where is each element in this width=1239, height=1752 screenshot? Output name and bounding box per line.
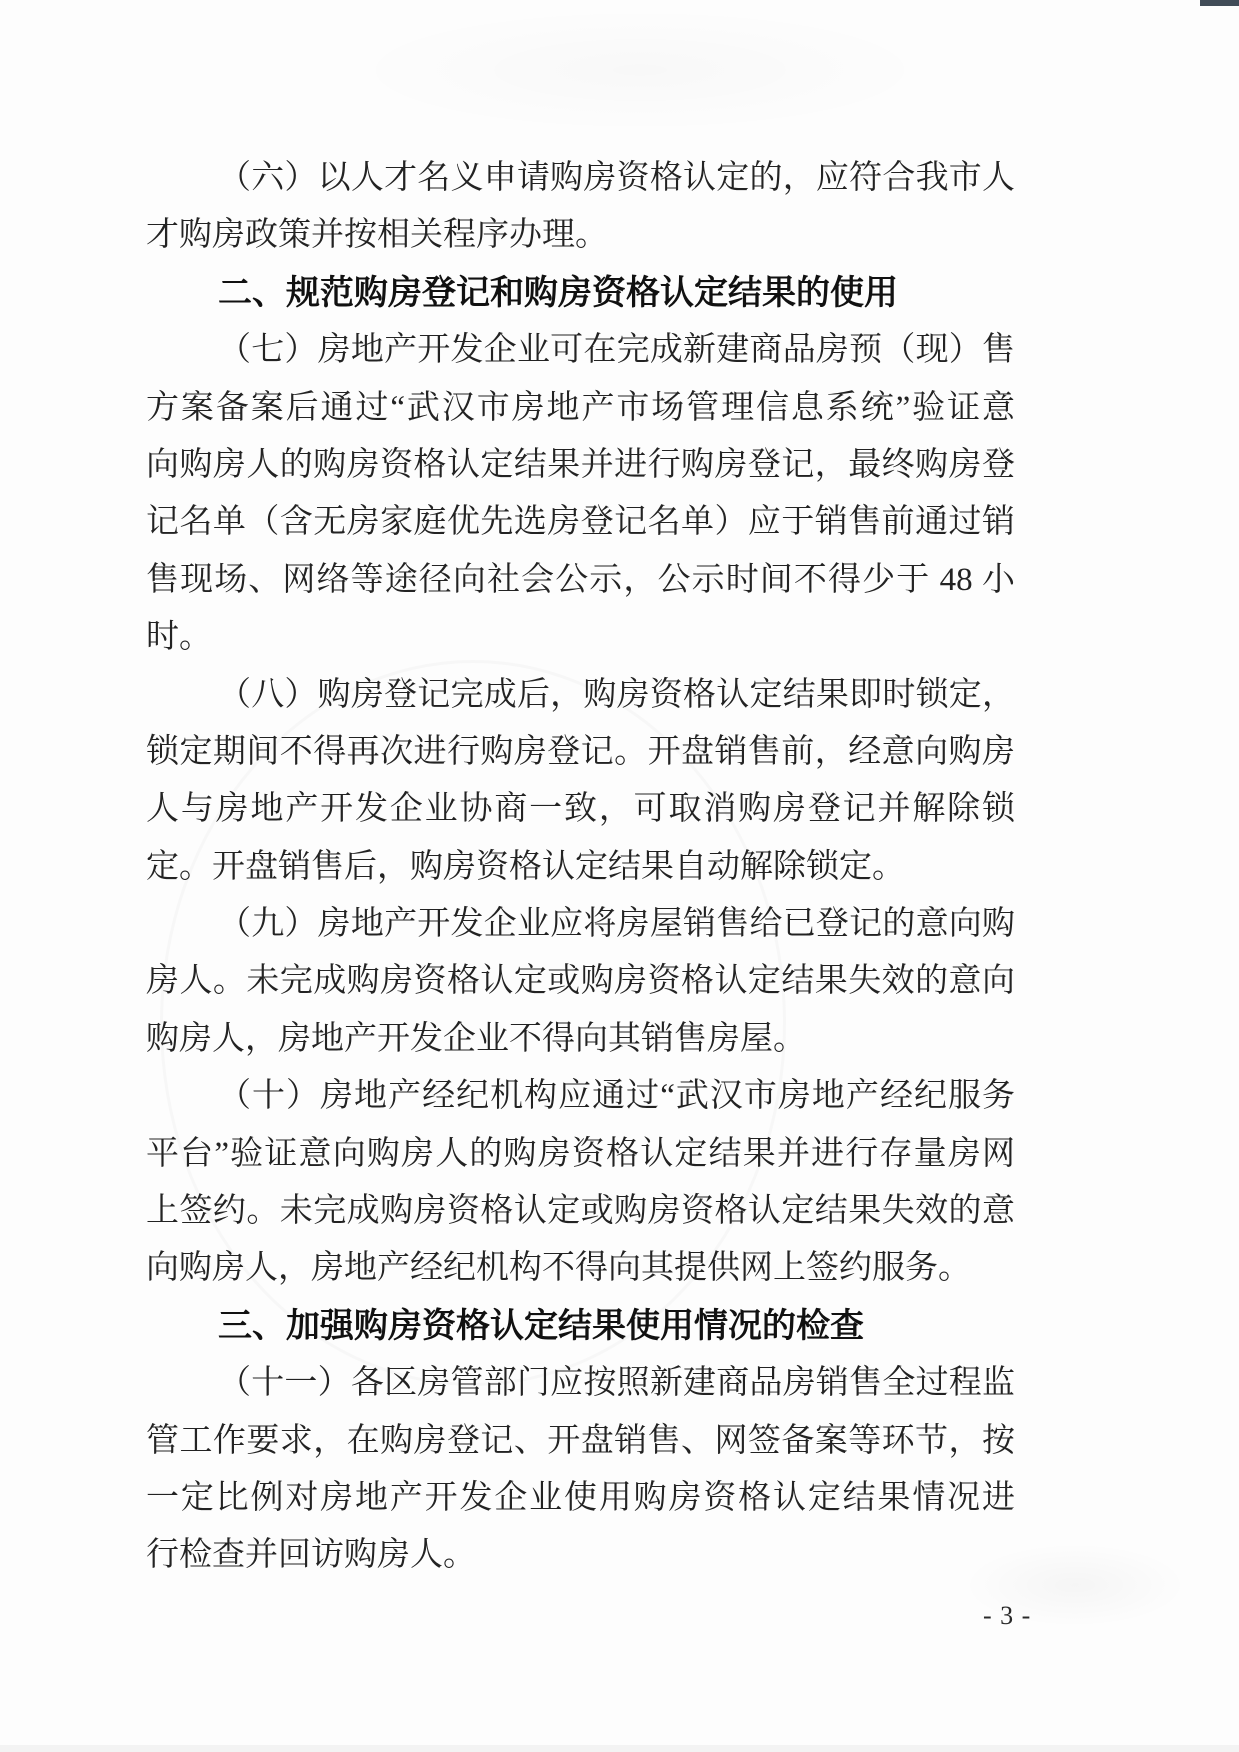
text-line: 人与房地产开发企业协商一致，可取消购房登记并解除锁 (146, 791, 1015, 828)
text-line: 一定比例对房地产开发企业使用购房资格认定结果情况进 (146, 1479, 1015, 1516)
text-line: 平台”验证意向购房人的购房资格认定结果并进行存量房网 (146, 1135, 1015, 1172)
text-line: （十）房地产经纪机构应通过“武汉市房地产经纪服务 (218, 1078, 1015, 1115)
text-line: 向购房人的购房资格认定结果并进行购房登记，最终购房登 (146, 446, 1015, 483)
text-line: 向购房人，房地产经纪机构不得向其提供网上签约服务。 (146, 1250, 971, 1287)
text-line: 才购房政策并按相关程序办理。 (146, 217, 608, 254)
text-line: 定。开盘销售后，购房资格认定结果自动解除锁定。 (146, 848, 905, 885)
text-line: （十一）各区房管部门应按照新建商品房销售全过程监 (218, 1365, 1015, 1402)
scan-artifact-bottom-edge (0, 1745, 1239, 1752)
document-body (146, 150, 1015, 1585)
text-line: 购房人，房地产开发企业不得向其销售房屋。 (146, 1020, 806, 1057)
section-heading: 二、规范购房登记和购房资格认定结果的使用 (218, 273, 898, 312)
text-line: （八）购房登记完成后，购房资格认定结果即时锁定， (218, 676, 1015, 713)
text-line: （六）以人才名义申请购房资格认定的，应符合我市人 (218, 160, 1015, 196)
text-line: （七）房地产开发企业可在完成新建商品房预（现）售 (218, 332, 1015, 369)
text-line: 锁定期间不得再次进行购房登记。开盘销售前，经意向购房 (146, 733, 1015, 770)
text-line: 行检查并回访购房人。 (146, 1537, 476, 1574)
text-line: 方案备案后通过“武汉市房地产市场管理信息系统”验证意 (146, 389, 1015, 426)
text-line: 管工作要求，在购房登记、开盘销售、网签备案等环节，按 (146, 1422, 1015, 1459)
section-heading: 三、加强购房资格认定结果使用情况的检查 (218, 1306, 864, 1345)
text-line: （九）房地产开发企业应将房屋销售给已登记的意向购 (218, 906, 1015, 943)
text-line: 时。 (146, 619, 212, 656)
text-line: 记名单（含无房家庭优先选房登记名单）应于销售前通过销 (146, 504, 1015, 541)
text-line: 房人。未完成购房资格认定或购房资格认定结果失效的意向 (146, 963, 1015, 1000)
scan-artifact-corner (1200, 0, 1239, 6)
page-footer (983, 1601, 1031, 1631)
text-line: 上签约。未完成购房资格认定或购房资格认定结果失效的意 (146, 1193, 1015, 1230)
page-number: - 3 - (983, 1601, 1032, 1630)
text-line: 售现场、网络等途径向社会公示，公示时间不得少于 48 小 (146, 561, 1015, 598)
